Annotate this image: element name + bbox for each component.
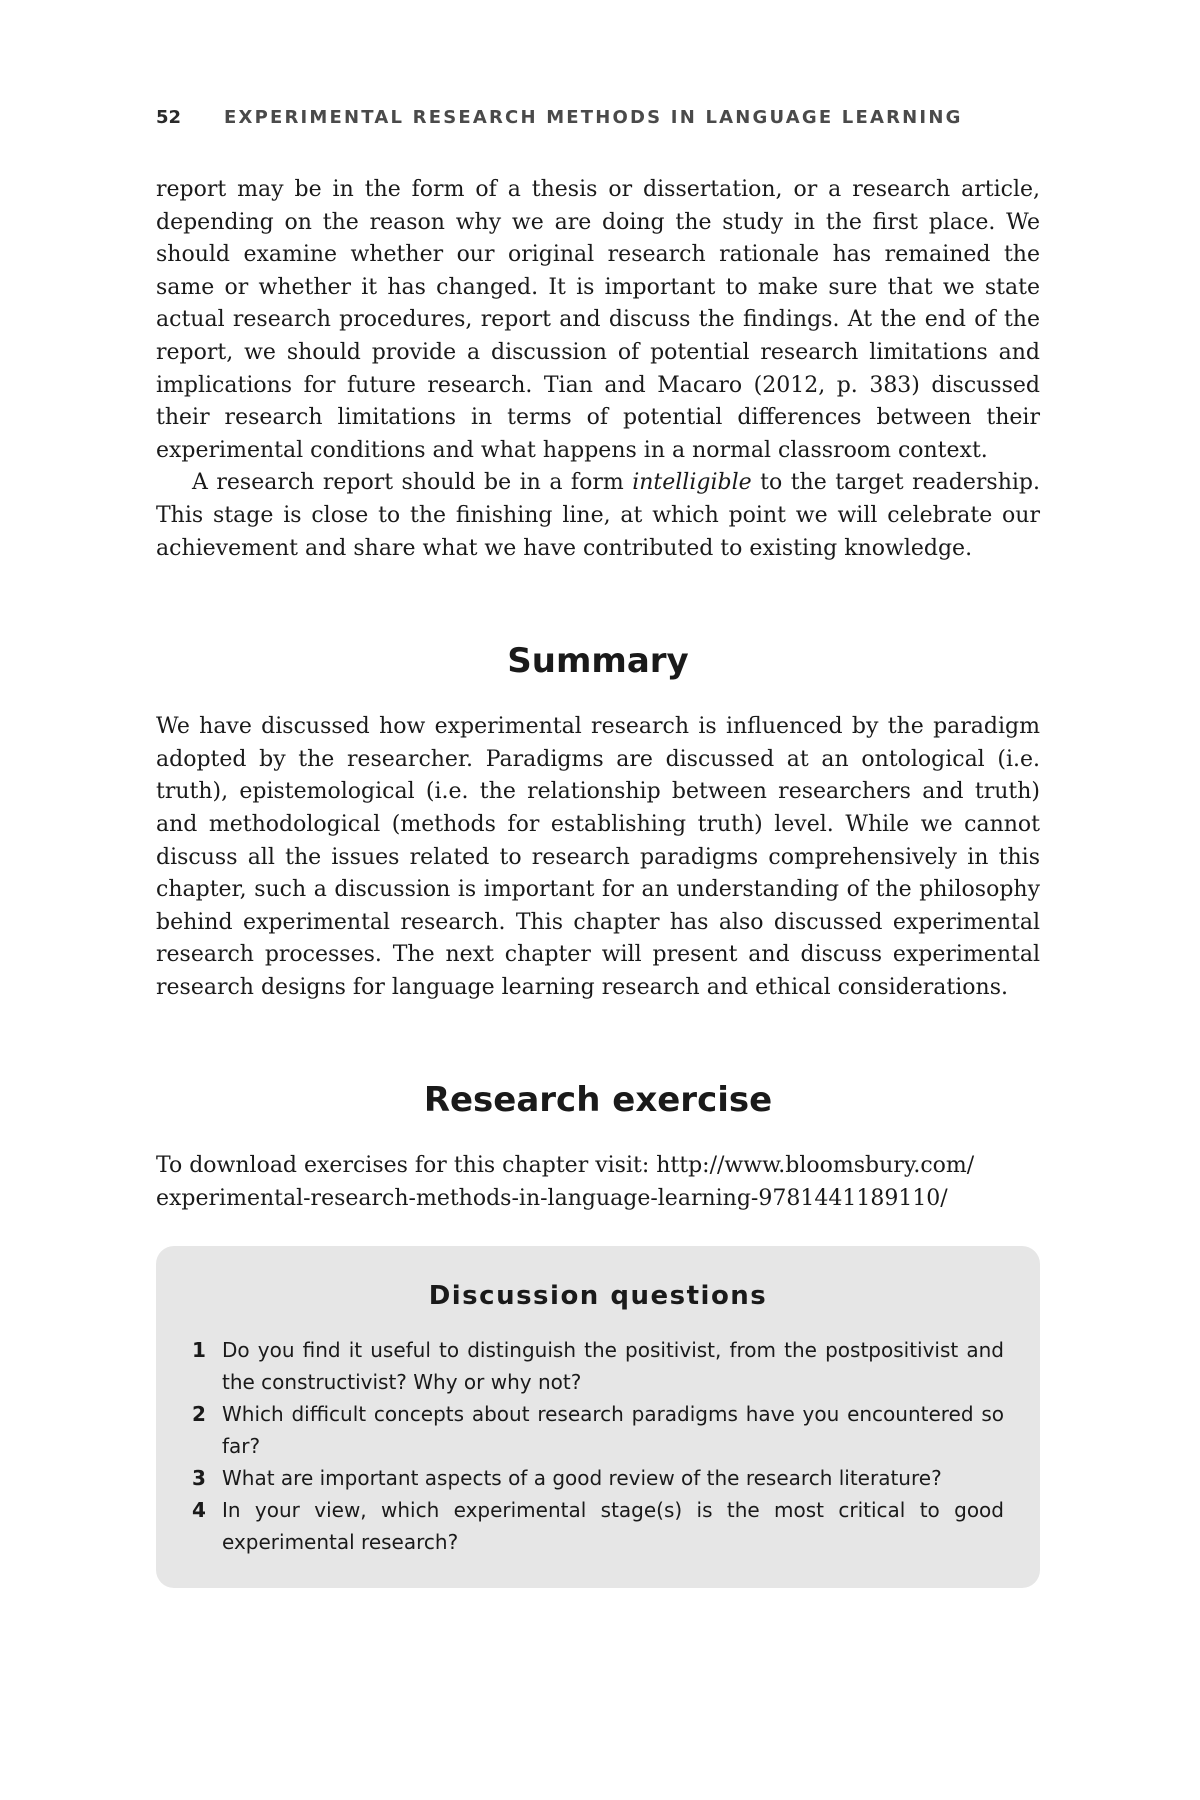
discussion-heading: Discussion questions <box>428 1280 768 1311</box>
question-number: 1 <box>192 1337 206 1362</box>
summary-paragraph: We have discussed how experimental research is influenced by the paradigm adopted by the researcher. Paradigms are discussed at an ontological (i.e. truth), epistemological (i.e. the relationship between researchers and truth) and methodological (methods for establishing truth) level. While we cannot discuss all the issues related to research paradigms comprehensively in this chapter, such a discussion is important for an understanding of the philosophy behind experimental research. This chapter has also discussed experimental research processes. The next chapter will present and discuss experimental research designs for language learning research and ethical considerations. <box>156 714 1040 1000</box>
book-title: EXPERIMENTAL RESEARCH METHODS IN LANGUAGE LEARNING <box>224 107 963 128</box>
question-number: 2 <box>192 1401 206 1426</box>
question-text: Which difficult concepts about research paradigms have you encountered so far? <box>222 1401 1004 1458</box>
research-exercise-heading: Research exercise <box>423 1080 773 1121</box>
question-text: What are important aspects of a good review of the research literature? <box>222 1465 942 1490</box>
question-item <box>192 1494 1004 1558</box>
body-paragraph <box>156 467 1040 565</box>
exercise-text-line: To download exercises for this chapter visit: http://www.bloomsbury.com/ <box>156 1153 975 1179</box>
body-paragraph: report may be in the form of a thesis or dissertation, or a research article, depending on the reason why we are doing the study in the first place. We should examine whether our original research rationale has remained the same or whether it has changed. It is important to make sure that we state actual research procedures, report and discuss the findings. At the end of the report, we should provide a discussion of potential research limitations and implications for future research. Tian and Macaro (2012, p. 383) discussed their research limitations in terms of potential differences between their experimental conditions and what happens in a normal classroom context. <box>156 177 1040 463</box>
page-number: 52 <box>156 107 182 128</box>
summary-heading: Summary <box>507 641 689 682</box>
paragraph-text: A research report should be in a form <box>192 470 633 496</box>
question-list <box>192 1334 1004 1558</box>
question-item <box>192 1462 1004 1494</box>
page-content <box>156 174 1040 1588</box>
exercise-instructions <box>156 1150 1040 1215</box>
exercise-url: experimental-research-methods-in-language-learning-9781441189110/ <box>156 1186 948 1212</box>
question-number: 4 <box>192 1497 206 1522</box>
paragraph-text: to the target readership. This stage is close to the finishing line, at which point we will celebrate our achievement and share what we have contributed to existing knowledge. <box>156 470 1040 561</box>
question-text: In your view, which experimental stage(s) is the most critical to good experimental research? <box>222 1497 1004 1554</box>
running-header <box>156 106 1046 130</box>
question-number: 3 <box>192 1465 206 1490</box>
question-item <box>192 1334 1004 1398</box>
discussion-questions-box <box>156 1246 1040 1588</box>
emphasized-word: intelligible <box>632 470 752 496</box>
question-text: Do you find it useful to distinguish the positivist, from the postpositivist and the constructivist? Why or why not? <box>222 1337 1004 1394</box>
question-item <box>192 1398 1004 1462</box>
